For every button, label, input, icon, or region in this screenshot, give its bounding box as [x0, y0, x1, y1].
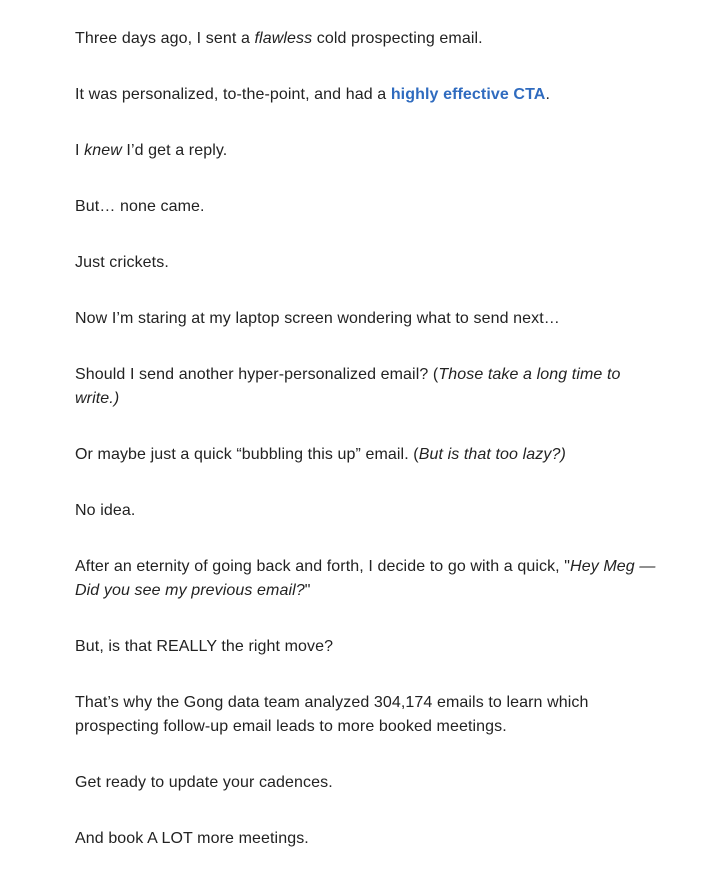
paragraph-none-came: But… none came.	[75, 198, 205, 215]
emphasis-too-lazy: But is that too lazy?)	[418, 446, 566, 463]
text-segment: Or maybe just a quick “bubbling this up” email. (	[75, 446, 419, 463]
paragraph-hyper-personalized	[75, 363, 665, 411]
paragraph-right-move: But, is that REALLY the right move?	[75, 638, 334, 655]
text-segment: Three days ago, I sent a	[75, 30, 255, 47]
paragraph-bubbling-up	[75, 443, 665, 467]
paragraph-book-meetings: And book A LOT more meetings.	[75, 830, 309, 847]
paragraph-no-idea: No idea.	[75, 502, 136, 519]
highly-effective-cta-link[interactable]: highly effective CTA	[390, 86, 546, 103]
text-segment: I	[75, 142, 85, 159]
text-segment: .	[545, 86, 550, 103]
paragraph-personalized	[75, 83, 665, 107]
text-segment: After an eternity of going back and forth, I decide to go with a quick, "	[75, 558, 571, 575]
text-segment: "	[304, 582, 311, 599]
text-segment: cold prospecting email.	[312, 30, 483, 47]
paragraph-staring: Now I’m staring at my laptop screen wondering what to send next…	[75, 310, 560, 327]
emphasis-knew: knew	[84, 142, 122, 159]
paragraph-gong-data-team: That’s why the Gong data team analyzed 304,174 emails to learn which prospecting follow-up email leads to more booked meetings.	[75, 694, 589, 735]
paragraph-crickets: Just crickets.	[75, 254, 169, 271]
emphasis-hey-meg: Hey Meg — Did you see my previous email?	[75, 558, 656, 599]
paragraph-update-cadences: Get ready to update your cadences.	[75, 774, 333, 791]
emphasis-flawless: flawless	[254, 30, 313, 47]
paragraph-knew-reply	[75, 139, 665, 163]
emphasis-long-time: Those take a long time to write.)	[75, 366, 621, 407]
text-segment: Should I send another hyper-personalized email? (	[75, 366, 439, 383]
text-segment: I’d get a reply.	[121, 142, 228, 159]
paragraph-hey-meg	[75, 555, 665, 603]
text-segment: It was personalized, to-the-point, and had a	[75, 86, 391, 103]
paragraph-flawless-email	[75, 27, 665, 51]
